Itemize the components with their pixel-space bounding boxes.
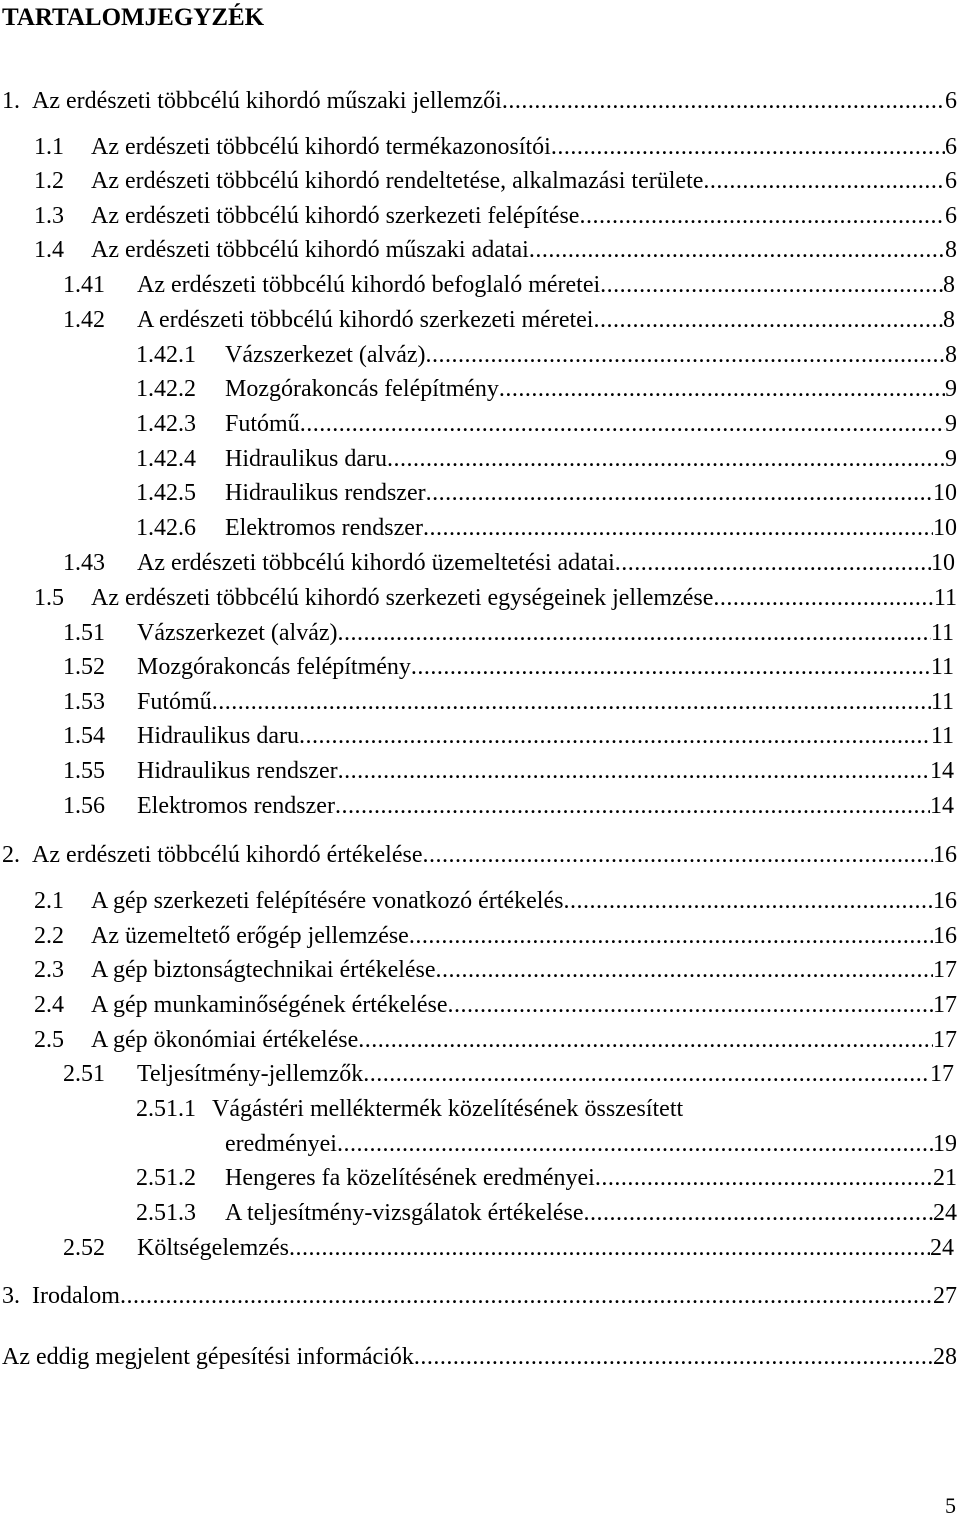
- toc-entry-number: 2.52: [63, 1235, 105, 1261]
- toc-entry-page: 10: [931, 550, 955, 576]
- toc-entry-label: Az erdészeti többcélú kihordó szerkezeti egységeinek jellemzése: [91, 585, 714, 611]
- toc-leader-dots: [426, 338, 945, 372]
- toc-entry-page: 24: [930, 1235, 954, 1261]
- toc-leader-dots: [423, 838, 934, 872]
- toc-entry-label-continued: eredményei: [225, 1131, 337, 1157]
- toc-leader-dots: [337, 1127, 933, 1161]
- toc-entry-page: 10: [933, 480, 957, 506]
- toc-entry-1-42-6[interactable]: [136, 511, 957, 545]
- toc-entry-number: 2.4: [34, 992, 64, 1018]
- toc-entry-label: A erdészeti többcélú kihordó szerkezeti méretei: [137, 307, 594, 333]
- toc-entry-1-2[interactable]: [34, 164, 957, 198]
- toc-leader-dots: [600, 268, 943, 302]
- toc-entry-label: Vázszerkezet (alváz): [137, 620, 338, 646]
- toc-entry-1-51[interactable]: [63, 616, 954, 650]
- toc-leader-dots: [584, 1196, 933, 1230]
- toc-entry-page: 6: [945, 203, 957, 229]
- toc-leader-dots: [595, 1161, 933, 1195]
- toc-entry-page: 6: [945, 88, 957, 114]
- toc-entry-number: 1.56: [63, 793, 105, 819]
- toc-entry-1[interactable]: [2, 84, 957, 118]
- toc-entry-1-5[interactable]: [34, 581, 957, 615]
- toc-leader-dots: [289, 1231, 930, 1265]
- toc-entry-1-55[interactable]: [63, 754, 954, 788]
- toc-entry-number: 1.1: [34, 134, 64, 160]
- toc-entry-page: 9: [945, 446, 957, 472]
- toc-entry-label: Futómű: [137, 689, 212, 715]
- toc-entry-label: Az erdészeti többcélú kihordó rendeltetése, alkalmazási területe: [91, 168, 704, 194]
- toc-entry-number: 2.51: [63, 1061, 105, 1087]
- toc-entry-2-51-1-first-line[interactable]: [136, 1092, 683, 1126]
- toc-leader-dots: [593, 303, 943, 337]
- toc-entry-label: Költségelemzés: [137, 1235, 289, 1261]
- toc-entry-number: 1.52: [63, 654, 105, 680]
- toc-entry-label: Az erdészeti többcélú kihordó szerkezeti felépítése: [91, 203, 580, 229]
- toc-leader-dots: [499, 372, 945, 406]
- toc-entry-1-53[interactable]: [63, 685, 954, 719]
- toc-leader-dots: [426, 476, 933, 510]
- toc-entry-page: 17: [933, 1027, 957, 1053]
- toc-title: TARTALOMJEGYZÉK: [2, 4, 265, 31]
- toc-entry-label: Az erdészeti többcélú kihordó üzemeltetési adatai: [137, 550, 615, 576]
- toc-leader-dots: [436, 953, 933, 987]
- toc-entry-number: 1.42.3: [136, 411, 196, 437]
- toc-entry-2-5[interactable]: [34, 1023, 957, 1057]
- toc-entry-page: 16: [933, 923, 957, 949]
- toc-entry-label: Az erdészeti többcélú kihordó termékazonosítói: [91, 134, 551, 160]
- toc-entry-number: 1.41: [63, 272, 105, 298]
- toc-entry-label: Elektromos rendszer: [225, 515, 423, 541]
- toc-entry-page: 8: [945, 342, 957, 368]
- toc-entry-number: 2.: [2, 842, 20, 868]
- toc-leader-dots: [212, 685, 931, 719]
- toc-leader-dots: [363, 1057, 930, 1091]
- toc-entry-1-54[interactable]: [63, 719, 954, 753]
- toc-entry-1-42-4[interactable]: [136, 442, 957, 476]
- toc-entry-label: Futómű: [225, 411, 300, 437]
- toc-entry-number: 1.42.4: [136, 446, 196, 472]
- toc-leader-dots: [338, 754, 930, 788]
- toc-entry-number: 2.1: [34, 888, 64, 914]
- toc-leader-dots: [448, 988, 933, 1022]
- toc-entry-number: 2.3: [34, 957, 64, 983]
- toc-entry-label: A gép szerkezeti felépítésére vonatkozó értékelés: [91, 888, 564, 914]
- toc-entry-label: Elektromos rendszer: [137, 793, 335, 819]
- toc-entry-page: 8: [945, 237, 957, 263]
- toc-entry-1-42-2[interactable]: [136, 372, 957, 406]
- toc-entry-page: 6: [945, 134, 957, 160]
- toc-entry-2-51[interactable]: [63, 1057, 954, 1091]
- toc-leader-dots: [579, 199, 945, 233]
- toc-entry-label: A gép biztonságtechnikai értékelése: [91, 957, 436, 983]
- toc-entry-page: 9: [945, 411, 957, 437]
- toc-entry-page: 16: [933, 842, 957, 868]
- toc-entry-page: 14: [930, 793, 954, 819]
- toc-entry-number: 3.: [2, 1283, 20, 1309]
- toc-entry-2-3[interactable]: [34, 953, 957, 987]
- toc-entry-2-4[interactable]: [34, 988, 957, 1022]
- toc-leader-dots: [335, 789, 930, 823]
- toc-entry-label: A gép ökonómiai értékelése: [91, 1027, 359, 1053]
- toc-entry-page: 19: [933, 1131, 957, 1157]
- toc-entry-1-52[interactable]: [63, 650, 954, 684]
- toc-entry-1-41[interactable]: [63, 268, 955, 302]
- toc-entry-label: Hidraulikus daru: [137, 723, 299, 749]
- toc-entry-number: 1.55: [63, 758, 105, 784]
- toc-entry-label: A gép munkaminőségének értékelése: [91, 992, 448, 1018]
- toc-entry-number: 1.53: [63, 689, 105, 715]
- toc-leader-dots: [411, 650, 931, 684]
- toc-entry-1-42-3[interactable]: [136, 407, 957, 441]
- toc-entry-page: 21: [933, 1165, 957, 1191]
- toc-entry-number: 1.3: [34, 203, 64, 229]
- toc-leader-dots: [409, 919, 933, 953]
- toc-entry-label: Az erdészeti többcélú kihordó értékelése: [32, 842, 423, 868]
- toc-leader-dots: [120, 1279, 933, 1313]
- toc-leader-dots: [563, 884, 933, 918]
- toc-entry-label: Teljesítmény-jellemzők: [137, 1061, 364, 1087]
- toc-leader-dots: [299, 719, 931, 753]
- toc-entry-label: Hengeres fa közelítésének eredményei: [225, 1165, 595, 1191]
- toc-entry-number: 1.: [2, 88, 20, 114]
- toc-entry-page: 6: [945, 168, 957, 194]
- toc-entry-number: 2.51.2: [136, 1165, 196, 1191]
- toc-entry-page: 17: [930, 1061, 954, 1087]
- page-number: 5: [945, 1493, 956, 1518]
- toc-entry-label: Hidraulikus rendszer: [225, 480, 426, 506]
- toc-leader-dots: [358, 1023, 933, 1057]
- toc-leader-dots: [423, 511, 933, 545]
- toc-entry-page: 11: [930, 654, 954, 680]
- toc-entry-page: 9: [945, 376, 957, 402]
- toc-leader-dots: [414, 1340, 933, 1374]
- toc-entry-label: Az erdészeti többcélú kihordó műszaki jellemzői: [32, 88, 502, 114]
- toc-entry-2-51-3[interactable]: [136, 1196, 957, 1230]
- toc-entry-2-1[interactable]: [34, 884, 957, 918]
- toc-leader-dots: [338, 616, 931, 650]
- toc-entry-1-42-1[interactable]: [136, 338, 957, 372]
- toc-entry-2[interactable]: [2, 838, 957, 872]
- toc-entry-page: 8: [943, 272, 955, 298]
- toc-entry-1-1[interactable]: [34, 130, 957, 164]
- toc-entry-label: Az üzemeltető erőgép jellemzése: [91, 923, 409, 949]
- toc-entry-page: 11: [930, 620, 954, 646]
- toc-entry-number: 1.54: [63, 723, 105, 749]
- toc-entry-2-52[interactable]: [63, 1231, 954, 1265]
- toc-entry-published-info[interactable]: [2, 1340, 957, 1374]
- toc-entry-label: Az erdészeti többcélú kihordó befoglaló méretei: [137, 272, 601, 298]
- toc-entry-number: 1.42.6: [136, 515, 196, 541]
- toc-entry-number: 1.42.2: [136, 376, 196, 402]
- toc-entry-1-43[interactable]: [63, 546, 955, 580]
- toc-entry-1-42[interactable]: [63, 303, 955, 337]
- toc-entry-number: 1.51: [63, 620, 105, 646]
- toc-leader-dots: [615, 546, 931, 580]
- toc-entry-2-2[interactable]: [34, 919, 957, 953]
- toc-entry-2-51-1[interactable]: [225, 1127, 957, 1161]
- toc-leader-dots: [703, 164, 945, 198]
- toc-entry-number: 1.43: [63, 550, 105, 576]
- toc-entry-number: 1.42.1: [136, 342, 196, 368]
- toc-entry-page: 10: [933, 515, 957, 541]
- toc-leader-dots: [551, 130, 945, 164]
- toc-entry-2-51-2[interactable]: [136, 1161, 957, 1195]
- toc-leader-dots: [387, 442, 945, 476]
- toc-entry-3[interactable]: [2, 1279, 957, 1313]
- toc-entry-page: 11: [933, 585, 957, 611]
- toc-entry-label: Az eddig megjelent gépesítési információk: [2, 1344, 414, 1370]
- toc-entry-label: Vázszerkezet (alváz): [225, 342, 426, 368]
- toc-entry-label: Az erdészeti többcélú kihordó műszaki adatai: [91, 237, 529, 263]
- toc-entry-page: 16: [933, 888, 957, 914]
- toc-leader-dots: [502, 84, 945, 118]
- toc-entry-label: Irodalom: [32, 1283, 120, 1309]
- toc-entry-page: 27: [933, 1283, 957, 1309]
- toc-entry-label: A teljesítmény-vizsgálatok értékelése: [225, 1200, 584, 1226]
- toc-entry-number: 2.51.3: [136, 1200, 196, 1226]
- toc-entry-1-3[interactable]: [34, 199, 957, 233]
- toc-entry-1-56[interactable]: [63, 789, 954, 823]
- toc-leader-dots: [300, 407, 945, 441]
- toc-entry-number: 1.42: [63, 307, 105, 333]
- toc-entry-number: 1.42.5: [136, 480, 196, 506]
- toc-leader-dots: [529, 233, 945, 267]
- toc-entry-number: 1.2: [34, 168, 64, 194]
- toc-entry-1-42-5[interactable]: [136, 476, 957, 510]
- toc-entry-label: Hidraulikus daru: [225, 446, 387, 472]
- toc-entry-label: Hidraulikus rendszer: [137, 758, 338, 784]
- toc-entry-page: 11: [930, 689, 954, 715]
- toc-entry-page: 28: [933, 1344, 957, 1370]
- toc-entry-label: Mozgórakoncás felépítmény: [137, 654, 411, 680]
- toc-entry-label: Vágástéri melléktermék közelítésének összesített: [212, 1096, 684, 1122]
- toc-entry-page: 24: [933, 1200, 957, 1226]
- toc-entry-number: 2.5: [34, 1027, 64, 1053]
- toc-entry-page: 8: [943, 307, 955, 333]
- toc-leader-dots: [713, 581, 934, 615]
- toc-entry-number: 1.4: [34, 237, 64, 263]
- toc-entry-page: 17: [933, 992, 957, 1018]
- toc-entry-page: 17: [933, 957, 957, 983]
- toc-entry-label: Mozgórakoncás felépítmény: [225, 376, 499, 402]
- toc-entry-page: 14: [930, 758, 954, 784]
- toc-entry-number: 2.51.1: [136, 1096, 196, 1122]
- toc-entry-number: 1.5: [34, 585, 64, 611]
- toc-entry-1-4[interactable]: [34, 233, 957, 267]
- toc-entry-page: 11: [930, 723, 954, 749]
- toc-entry-number: 2.2: [34, 923, 64, 949]
